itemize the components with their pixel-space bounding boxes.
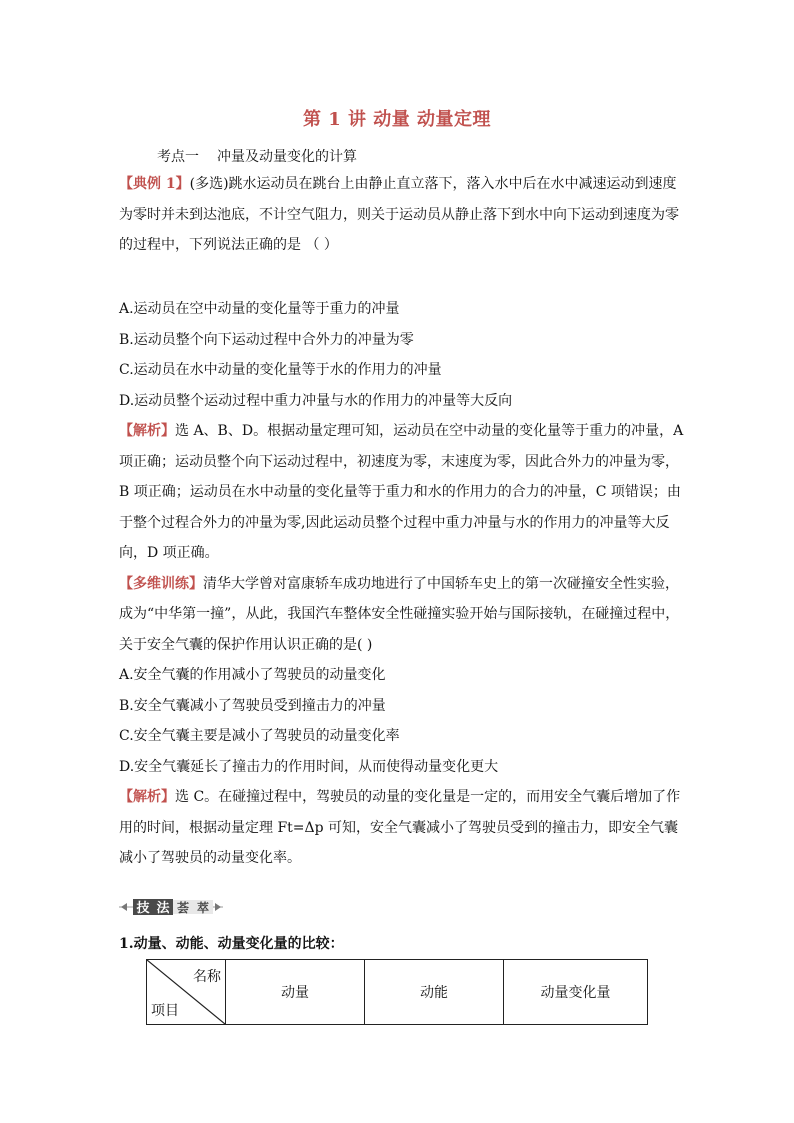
banner-char: 萃 (196, 901, 210, 915)
analysis-tag: 【解析】 (119, 423, 175, 439)
banner-char: 法 (156, 901, 170, 916)
option-d: D.安全气囊延长了撞击力的作用时间，从而使得动量变化更大 (119, 758, 499, 775)
analysis-line: 用的时间，根据动量定理 Ft=Δp 可知，安全气囊减小了驾驶员受到的撞击力，即安全气囊 (119, 819, 679, 836)
section-label: 考点一 (157, 149, 199, 165)
analysis-tag: 【解析】 (119, 789, 175, 805)
table-heading: 1.动量、动能、动量变化量的比较： (119, 936, 344, 952)
training-tag: 【多维训练】 (119, 575, 203, 592)
example-1-question (119, 169, 679, 261)
corner-bottom-label: 项目 (151, 1003, 179, 1019)
table-corner-cell (147, 960, 226, 1025)
option-a: A.安全气囊的作用减小了驾驶员的动量变化 (119, 667, 386, 683)
analysis-line: B 项正确；运动员在水中动量的变化量等于重力和水的作用力的合力的冲量，C 项错误；由 (119, 484, 681, 500)
section-text: 冲量及动量变化的计算 (217, 149, 357, 165)
analysis-line: 于整个过程合外力的冲量为零,因此运动员整个过程中重力冲量与水的作用力的冲量等大反 (119, 514, 670, 531)
training-line: 关于安全气囊的保护作用认识正确的是( ) (119, 636, 373, 653)
banner-char: 荟 (176, 901, 190, 915)
option-d: D.运动员整个运动过程中重力冲量与水的作用力的冲量等大反向 (119, 392, 513, 409)
example-1-line: 为零时并未到达池底，不计空气阻力，则关于运动员从静止落下到水中向下运动到速度为零 (119, 206, 679, 223)
section-heading (157, 146, 357, 166)
analysis-line: 向，D 项正确。 (119, 545, 219, 561)
analysis-line: 选 A、B、D。根据动量定理可知，运动员在空中动量的变化量等于重力的冲量，A (175, 423, 684, 439)
table-header-cell: 动量 (226, 960, 365, 1025)
banner-char: 技 (136, 901, 150, 916)
example-1-tag: 【典例 1】 (119, 176, 190, 192)
option-b: B.运动员整个向下运动过程中合外力的冲量为零 (119, 331, 414, 348)
table-header-cell: 动量变化量 (504, 960, 648, 1025)
option-b: B.安全气囊减小了驾驶员受到撞击力的冲量 (119, 697, 386, 714)
analysis-line: 减小了驾驶员的动量变化率。 (119, 850, 301, 866)
option-a: A.运动员在空中动量的变化量等于重力的冲量 (119, 301, 400, 317)
example-1-line: (多选)跳水运动员在跳台上由静止直立落下，落入水中后在水中减速运动到速度 (189, 176, 677, 192)
page-title: 第 1 讲 动量 动量定理 (302, 109, 492, 130)
analysis-line: 选 C。在碰撞过程中，驾驶员的动量的变化量是一定的，而用安全气囊后增加了作 (175, 789, 681, 805)
training-line: 成为“中华第一撞”，从此，我国汽车整体安全性碰撞实验开始与国际接轨，在碰撞过程中， (119, 606, 680, 622)
table-row (147, 960, 648, 1025)
skills-banner (119, 897, 223, 917)
analysis-line: 项正确；运动员整个向下运动过程中，初速度为零，末速度为零，因此合外力的冲量为零， (119, 453, 679, 470)
option-c: C.安全气囊主要是减小了驾驶员的动量变化率 (119, 728, 400, 744)
training-line: 清华大学曾对富康轿车成功地进行了中国轿车史上的第一次碰撞安全性实验， (203, 575, 679, 592)
corner-top-label: 名称 (193, 969, 221, 985)
example-1-options (119, 294, 684, 874)
comparison-table (146, 959, 648, 1025)
table-header-cell: 动能 (365, 960, 504, 1025)
option-c: C.运动员在水中动量的变化量等于水的作用力的冲量 (119, 362, 442, 378)
example-1-line: 的过程中，下列说法正确的是 （ ） (119, 237, 338, 253)
